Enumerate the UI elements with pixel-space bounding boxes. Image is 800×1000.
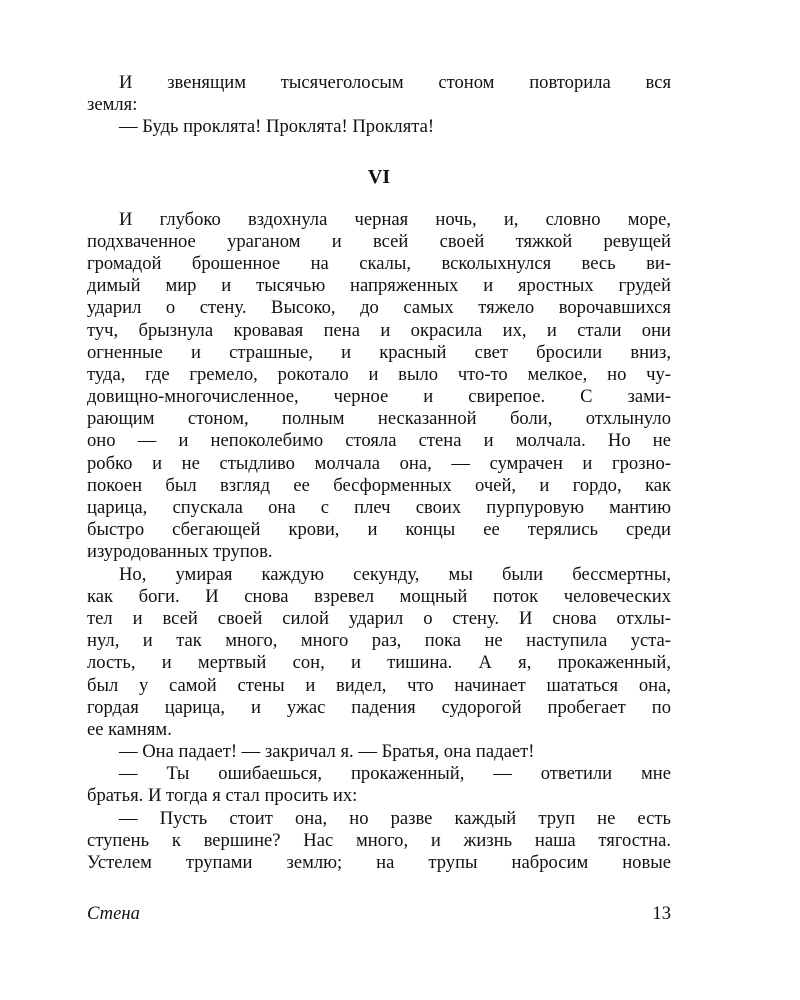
text-line: И звенящим тысячеголосым стоном повторила вся (119, 72, 671, 93)
text-line: — Пусть стоит она, но разве каждый труп не есть (119, 807, 671, 829)
text-line: был у самой стены и видел, что начинает шататься она, (87, 674, 671, 696)
text-line: туч, брызнула кровавая пена и окрасила их, и стали они (87, 319, 671, 341)
text-line: туда, где гремело, рокотало и выло что-то мелкое, но чу- (87, 363, 671, 385)
text-line: братья. И тогда я стал просить их: (87, 785, 358, 807)
chapter-heading: VI (367, 165, 391, 188)
paragraph (87, 808, 671, 875)
text-line: Устелем трупами землю; на трупы набросим новые (87, 852, 671, 873)
paragraph (87, 741, 671, 763)
paragraph (87, 209, 671, 564)
text-line: земля: (87, 94, 138, 116)
text-line: И глубоко вздохнула черная ночь, и, словно море, (119, 208, 671, 230)
text-line: рающим стоном, полным несказанной боли, отхлынуло (87, 408, 671, 430)
text-line: царица, спускала она с плеч своих пурпуровую мантию (87, 497, 671, 518)
page-body (87, 72, 671, 874)
paragraph (87, 564, 671, 742)
text-line: лость, и мертвый сон, и тишина. А я, прокаженный, (87, 652, 671, 674)
text-line: димый мир и тысячью напряженных и яростных грудей (87, 275, 671, 297)
text-line: ступень к вершине? Нас много, и жизнь наша тягостна. (87, 829, 671, 851)
text-line: гордая царица, и ужас падения судорогой пробегает по (87, 696, 671, 718)
text-line: как боги. И снова взревел мощный поток человеческих (87, 585, 671, 607)
page-number: 13 (652, 903, 671, 924)
text-line: — Ты ошибаешься, прокаженный, — ответили мне (119, 763, 671, 785)
text-line: изуродованных трупов. (87, 541, 273, 563)
text-line: ударил о стену. Высоко, до самых тяжело ворочавшихся (87, 297, 671, 319)
text-line: робко и не стыдливо молчала она, — сумрачен и грозно- (87, 452, 671, 474)
text-line: — Она падает! — закричал я. — Братья, она падает! (119, 741, 535, 763)
text-line: тел и всей своей силой ударил о стену. И снова отхлы- (87, 607, 671, 629)
running-title: Стена (87, 903, 140, 924)
text-line: — Будь проклята! Проклята! Проклята! (119, 116, 435, 138)
text-line: огненные и страшные, и красный свет бросили вниз, (87, 341, 671, 363)
paragraph (87, 763, 671, 807)
text-line: оно — и непоколебимо стояла стена и молчала. Но не (87, 430, 671, 452)
text-line: довищно-многочисленное, черное и свирепое. С зами- (87, 386, 671, 408)
text-line: Но, умирая каждую секунду, мы были бессмертны, (119, 563, 671, 585)
text-line: подхваченное ураганом и всей своей тяжкой ревущей (87, 230, 671, 252)
text-line: громадой брошенное на скалы, всколыхнулся весь ви- (87, 252, 671, 274)
text-line: ее камням. (87, 718, 172, 740)
text-line: быстро сбегающей крови, и концы ее терялись среди (87, 519, 671, 541)
text-line: нул, и так много, много раз, пока не наступила уста- (87, 630, 671, 652)
text-line: покоен был взгляд ее бесформенных очей, и гордо, как (87, 474, 671, 496)
